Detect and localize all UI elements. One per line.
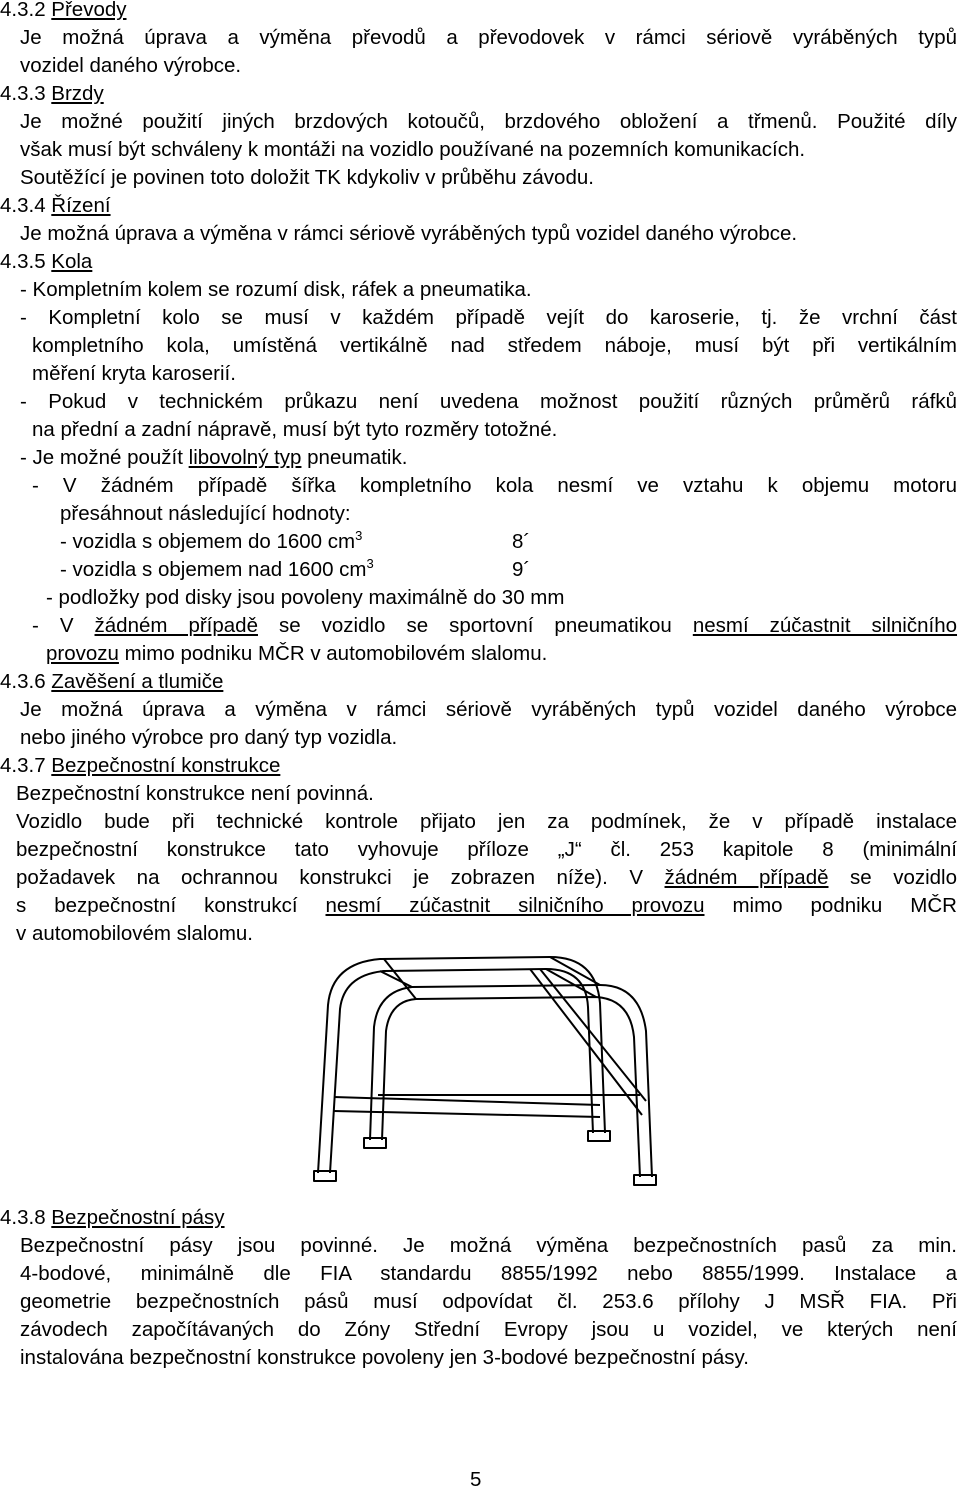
limit-label: - vozidla s objemem nad 1600 cm <box>60 558 367 581</box>
superscript: 3 <box>355 528 363 543</box>
text-run: s bezpečnostní konstrukcí <box>16 894 326 917</box>
section-number: 4.3.3 <box>0 82 52 105</box>
text-line: závodech započítávaných do Zóny Střední Evropy jsou u vozidel, ve kterých není <box>20 1318 957 1341</box>
text-run: požadavek na ochrannou konstrukci je zobrazen níže). V <box>16 866 665 889</box>
limit-row <box>60 556 374 584</box>
paragraph-4-3-8 <box>20 1232 957 1372</box>
section-title: Zavěšení a tlumiče <box>51 670 224 693</box>
text-run: mimo podniku MČR v automobilovém slalomu. <box>118 642 548 665</box>
underlined-text: žádném případě <box>94 614 258 637</box>
text-line: - Kompletní kolo se musí v každém případě vejít do karoserie, tj. že vrchní část <box>20 306 957 329</box>
section-title: Brzdy <box>51 82 104 105</box>
text-line: - V žádném případě šířka kompletního kola nesmí ve vztahu k objemu motoru <box>32 474 957 497</box>
heading-4-3-8 <box>0 1204 225 1232</box>
text-run: se vozidlo <box>828 866 958 889</box>
superscript: 3 <box>366 556 374 571</box>
text-line: měření kryta karoserií. <box>32 362 236 385</box>
section-title: Řízení <box>51 194 111 217</box>
text-line: Je možná úprava a výměna převodů a převodovek v rámci sériově vyráběných typů <box>20 26 957 49</box>
limit-value: 8´ <box>512 530 531 553</box>
text-line: však musí být schváleny k montáži na vozidlo používané na pozemních komunikacích. <box>20 138 806 161</box>
text-line: nebo jiného výrobce pro daný typ vozidla. <box>20 726 398 749</box>
text-line: vozidel daného výrobce. <box>20 54 242 77</box>
text-run: mimo podniku MČR <box>704 894 957 917</box>
text-run: pneumatik. <box>301 446 408 469</box>
limit-value: 9´ <box>512 558 531 581</box>
section-number: 4.3.6 <box>0 670 52 693</box>
section-title: Bezpečnostní pásy <box>51 1206 225 1229</box>
bullet-item <box>20 304 957 388</box>
bullet-item: - Kompletním kolem se rozumí disk, ráfek a pneumatika. <box>20 278 532 301</box>
text-line: Soutěžící je povinen toto doložit TK kdykoliv v průběhu závodu. <box>20 166 594 189</box>
bullet-item <box>20 444 407 472</box>
text-run: - V <box>32 614 95 637</box>
paragraph-4-3-2 <box>20 24 957 80</box>
paragraph-4-3-7 <box>16 780 957 948</box>
text-line: bezpečnostní konstrukce tato vyhovuje příloze „J“ čl. 253 kapitole 8 (minimální <box>16 838 957 861</box>
text-line: kompletního kola, umístěná vertikálně nad středem náboje, musí být při vertikálním <box>32 334 957 357</box>
section-number: 4.3.8 <box>0 1206 52 1229</box>
text-line: - Pokud v technickém průkazu není uvedena možnost použití různých průměrů ráfků <box>20 390 957 413</box>
text-run: - Je možné použít <box>20 446 189 469</box>
underlined-text: nesmí zúčastnit silničního provozu <box>325 894 705 917</box>
section-title: Převody <box>51 0 127 21</box>
underlined-text: provozu <box>46 642 119 665</box>
paragraph-4-3-4: Je možná úprava a výměna v rámci sériově vyráběných typů vozidel daného výrobce. <box>20 222 798 245</box>
underlined-text: žádném případě <box>664 866 829 889</box>
text-line: instalována bezpečnostní konstrukce povoleny jen 3-bodové bezpečnostní pásy. <box>20 1346 749 1369</box>
section-title: Kola <box>51 250 93 273</box>
section-number: 4.3.7 <box>0 754 52 777</box>
heading-4-3-5 <box>0 248 92 276</box>
heading-4-3-4 <box>0 192 111 220</box>
heading-4-3-3 <box>0 80 104 108</box>
paragraph-4-3-6 <box>20 696 957 752</box>
text-line: Vozidlo bude při technické kontrole přijato jen za podmínek, že v případě instalace <box>16 810 957 833</box>
bullet-item <box>20 388 957 444</box>
section-number: 4.3.4 <box>0 194 52 217</box>
roll-cage-figure <box>300 945 680 1195</box>
heading-4-3-6 <box>0 668 223 696</box>
bullet-item <box>32 612 957 668</box>
heading-4-3-7 <box>0 752 280 780</box>
bullet-item: - podložky pod disky jsou povoleny maximálně do 30 mm <box>46 586 565 609</box>
text-line: přesáhnout následující hodnoty: <box>60 502 351 525</box>
text-line: Bezpečnostní pásy jsou povinné. Je možná výměna bezpečnostních pasů za min. <box>20 1234 957 1257</box>
section-number: 4.3.5 <box>0 250 52 273</box>
underlined-text: nesmí zúčastnit silničního <box>692 614 958 637</box>
limit-row <box>60 528 362 556</box>
text-line: Je možná úprava a výměna v rámci sériově vyráběných typů vozidel daného výrobce <box>20 698 957 721</box>
section-number: 4.3.2 <box>0 0 52 21</box>
limit-label: - vozidla s objemem do 1600 cm <box>60 530 356 553</box>
text-line: Je možné použití jiných brzdových kotoučů, brzdového obložení a třmenů. Použité díly <box>20 110 957 133</box>
underlined-text: libovolný typ <box>188 446 302 469</box>
heading-4-3-2 <box>0 0 127 24</box>
text-line: v automobilovém slalomu. <box>16 922 253 945</box>
text-line: Bezpečnostní konstrukce není povinná. <box>16 782 374 805</box>
page-number: 5 <box>470 1468 482 1491</box>
section-title: Bezpečnostní konstrukce <box>51 754 281 777</box>
text-line: 4-bodové, minimálně dle FIA standardu 8855/1992 nebo 8855/1999. Instalace a <box>20 1262 957 1285</box>
text-line: geometrie bezpečnostních pásů musí odpovídat čl. 253.6 přílohy J MSŘ FIA. Při <box>20 1290 957 1313</box>
bullet-item <box>32 472 957 528</box>
paragraph-4-3-3 <box>20 108 957 192</box>
text-line: na přední a zadní nápravě, musí být tyto rozměry totožné. <box>32 418 558 441</box>
text-run: se vozidlo se sportovní pneumatikou <box>257 614 693 637</box>
